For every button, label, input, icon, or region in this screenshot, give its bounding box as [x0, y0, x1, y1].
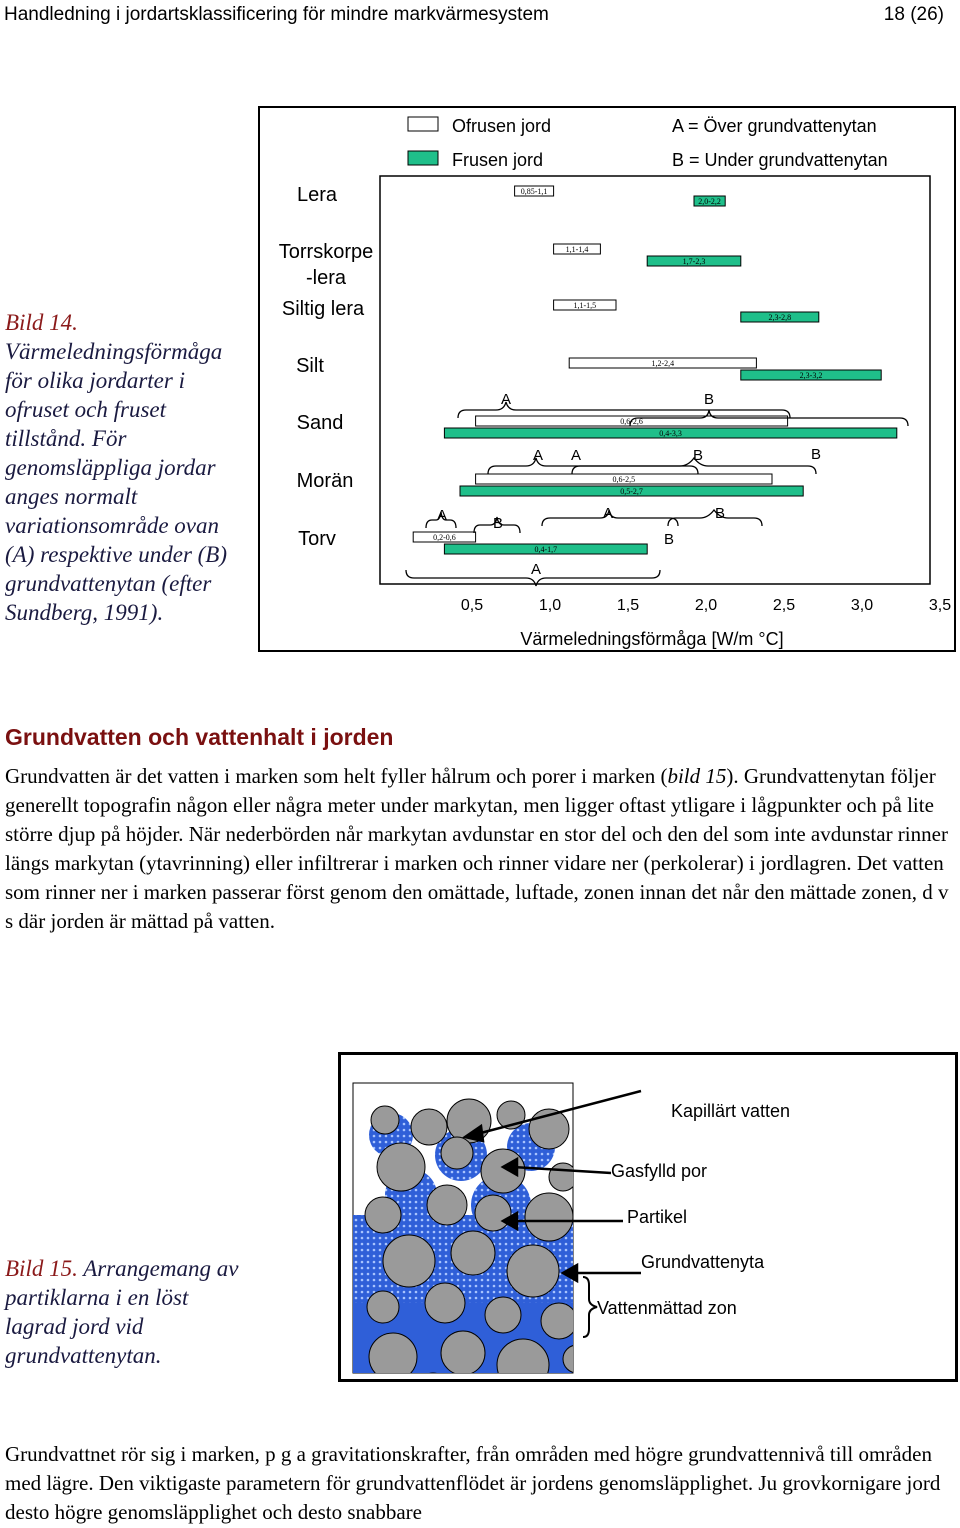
document-title: Handledning i jordartsklassificering för mindre markvärmesystem: [4, 4, 549, 25]
soil-label-moran: Morän: [296, 470, 354, 492]
soil-particle: [441, 1137, 473, 1169]
soil-particle: [525, 1193, 573, 1241]
range-bar-label-5: 2,3-2,8: [768, 313, 792, 322]
range-bar-label-6: 1,2-2,4: [651, 359, 675, 368]
label-capillary: Kapillärt vatten: [671, 1101, 791, 1121]
soil-label-sand: Sand: [296, 412, 344, 434]
soil-label-torrskorpe: Torrskorpe: [278, 241, 374, 263]
x-tick-label: 1,5: [616, 597, 640, 614]
saturated-brace: [583, 1277, 597, 1337]
brace-label-b: B: [663, 531, 675, 548]
legend-swatch-frozen: [408, 151, 438, 165]
soil-particle: [365, 1197, 401, 1233]
legend-swatch-unfrozen: [408, 117, 438, 131]
para1-figure-ref: bild 15: [667, 764, 727, 788]
range-bar-label-13: 0,4-1,7: [534, 545, 558, 554]
x-tick-label: 3,5: [928, 597, 952, 614]
para1-part2: ). Grundvattenytan följer generellt topografin någon eller några meter under markytan, men ligger oftast ytligare i lågpunkter och på lite större djup på höjder. När nederbörden når markytan avdunstar en stor del och den del som inte avdunstar rinner längs markytan (ytavrinning) eller infiltrerar i marken och rinner vidare ner (perkolerar) i jordlagren. Det vatten som rinner ner i marken passerar först genom den omättade, luftade, zonen innan det når den mättade zonen, d v s där jorden är mättad på vatten.: [5, 764, 949, 933]
para1-part1: Grundvatten är det vatten i marken som helt fyller hålrum och porer i marken (: [5, 764, 668, 788]
legend-unfrozen: Ofrusen jord: [452, 116, 552, 136]
brace-label-a: A: [570, 447, 582, 464]
soil-label-lera: Lera: [296, 184, 338, 206]
brace-label-a: A: [532, 447, 544, 464]
brace-label-a: A: [602, 505, 614, 522]
body-paragraph-1: [5, 762, 950, 936]
legend-frozen: Frusen jord: [452, 150, 544, 170]
soil-label-torv: Torv: [298, 528, 336, 550]
x-tick-label: 2,5: [772, 597, 796, 614]
soil-particle: [419, 1373, 447, 1379]
x-tick-label: 3,0: [850, 597, 874, 614]
soil-particle: [563, 1345, 591, 1373]
soil-particle: [369, 1333, 417, 1379]
body-paragraph-2: Grundvattnet rör sig i marken, p g a gravitationskrafter, från områden med högre grundvattennivå till områden med lägre. Den viktigaste parametern för grundvattenflödet är jordens genomsläpplighet. Ju grovkornigare jord desto högre genomsläpplighet och desto snabbare: [5, 1442, 941, 1524]
soil-particle: [441, 1331, 485, 1375]
brace-label-b: B: [692, 447, 704, 464]
range-bar-label-3: 1,7-2,3: [682, 257, 706, 266]
soil-particle-diagram: [341, 1055, 955, 1379]
figure15-caption: [5, 1254, 255, 1370]
section-heading: Grundvatten och vattenhalt i jorden: [5, 724, 394, 750]
soil-particle: [367, 1291, 399, 1323]
brace-label-a: A: [530, 561, 542, 578]
brace-label-b: B: [492, 515, 504, 532]
soil-particle: [507, 1245, 559, 1297]
label-saturated: Vattenmättad zon: [597, 1298, 737, 1318]
x-tick-label: 1,0: [538, 597, 562, 614]
x-tick-label: 0,5: [460, 597, 484, 614]
soil-particle: [371, 1106, 399, 1134]
range-bar-label-12: 0,2-0,6: [433, 533, 456, 542]
thermal-conductivity-figure: [258, 106, 956, 652]
soil-particle: [411, 1109, 447, 1145]
page-header: [4, 4, 944, 30]
soil-particle-figure: [338, 1052, 958, 1382]
soil-particle: [425, 1283, 465, 1323]
brace-label-b: B: [714, 505, 726, 522]
legend-above: A = Över grundvattenytan: [672, 116, 877, 136]
soil-particle: [485, 1297, 521, 1333]
soil-particle: [481, 1149, 525, 1193]
soil-particle: [377, 1143, 425, 1191]
range-bar-label-9: 0,4-3,3: [659, 429, 682, 438]
figure15-caption-text: Arrangemang av partiklarna i en löst lagrad jord vid grundvattenytan.: [5, 1256, 239, 1368]
brace-label-a: A: [436, 507, 448, 524]
soil-particle: [541, 1303, 577, 1339]
x-axis-label: Värmeledningsförmåga [W/m °C]: [520, 629, 784, 649]
range-bar-label-1: 2,0-2,2: [698, 197, 721, 206]
soil-particle: [549, 1163, 577, 1191]
range-bar-label-10: 0,6-2,5: [612, 475, 636, 484]
range-bar-label-4: 1,1-1,5: [573, 301, 597, 310]
soil-label-siltig-lera: Siltig lera: [281, 298, 365, 320]
range-bar-label-7: 2,3-3,2: [799, 371, 823, 380]
figure14-caption-text: Värmeledningsförmåga för olika jordarter i ofruset och fruset tillstånd. För genomsläppliga jordar anges normalt variationsområde ovan (A) respektive under (B) grundvattenytan (efter Sundberg, 1991).: [5, 339, 228, 625]
label-groundwater: Grundvattenyta: [641, 1252, 765, 1272]
page-number: 18 (26): [883, 4, 944, 25]
legend-below: B = Under grundvattenytan: [672, 150, 888, 170]
soil-label-torrskorpe-2: -lera: [305, 267, 347, 289]
figure15-caption-label: Bild 15.: [5, 1256, 78, 1281]
range-bar-label-0: 0,85-1,1: [520, 187, 548, 196]
label-gas: Gasfylld por: [611, 1161, 708, 1181]
brace-label-b: B: [810, 446, 822, 463]
brace-label-a: A: [500, 391, 512, 408]
soil-label-silt: Silt: [296, 355, 324, 377]
range-bar-label-8: 0,6-2,6: [620, 417, 643, 426]
range-bar-label-11: 0,5-2,7: [620, 487, 643, 496]
soil-particle: [475, 1195, 511, 1231]
soil-particle: [451, 1231, 495, 1275]
range-bar-label-2: 1,1-1,4: [565, 245, 589, 254]
brace-label-b: B: [703, 391, 715, 408]
thermal-conductivity-chart: [260, 108, 954, 650]
soil-particle: [383, 1235, 435, 1287]
label-particle: Partikel: [627, 1207, 688, 1227]
figure14-caption-label: Bild 14.: [5, 310, 78, 335]
soil-particle: [475, 1377, 511, 1379]
x-tick-label: 2,0: [694, 597, 718, 614]
figure14-caption: [5, 308, 250, 627]
soil-particle: [427, 1185, 467, 1225]
